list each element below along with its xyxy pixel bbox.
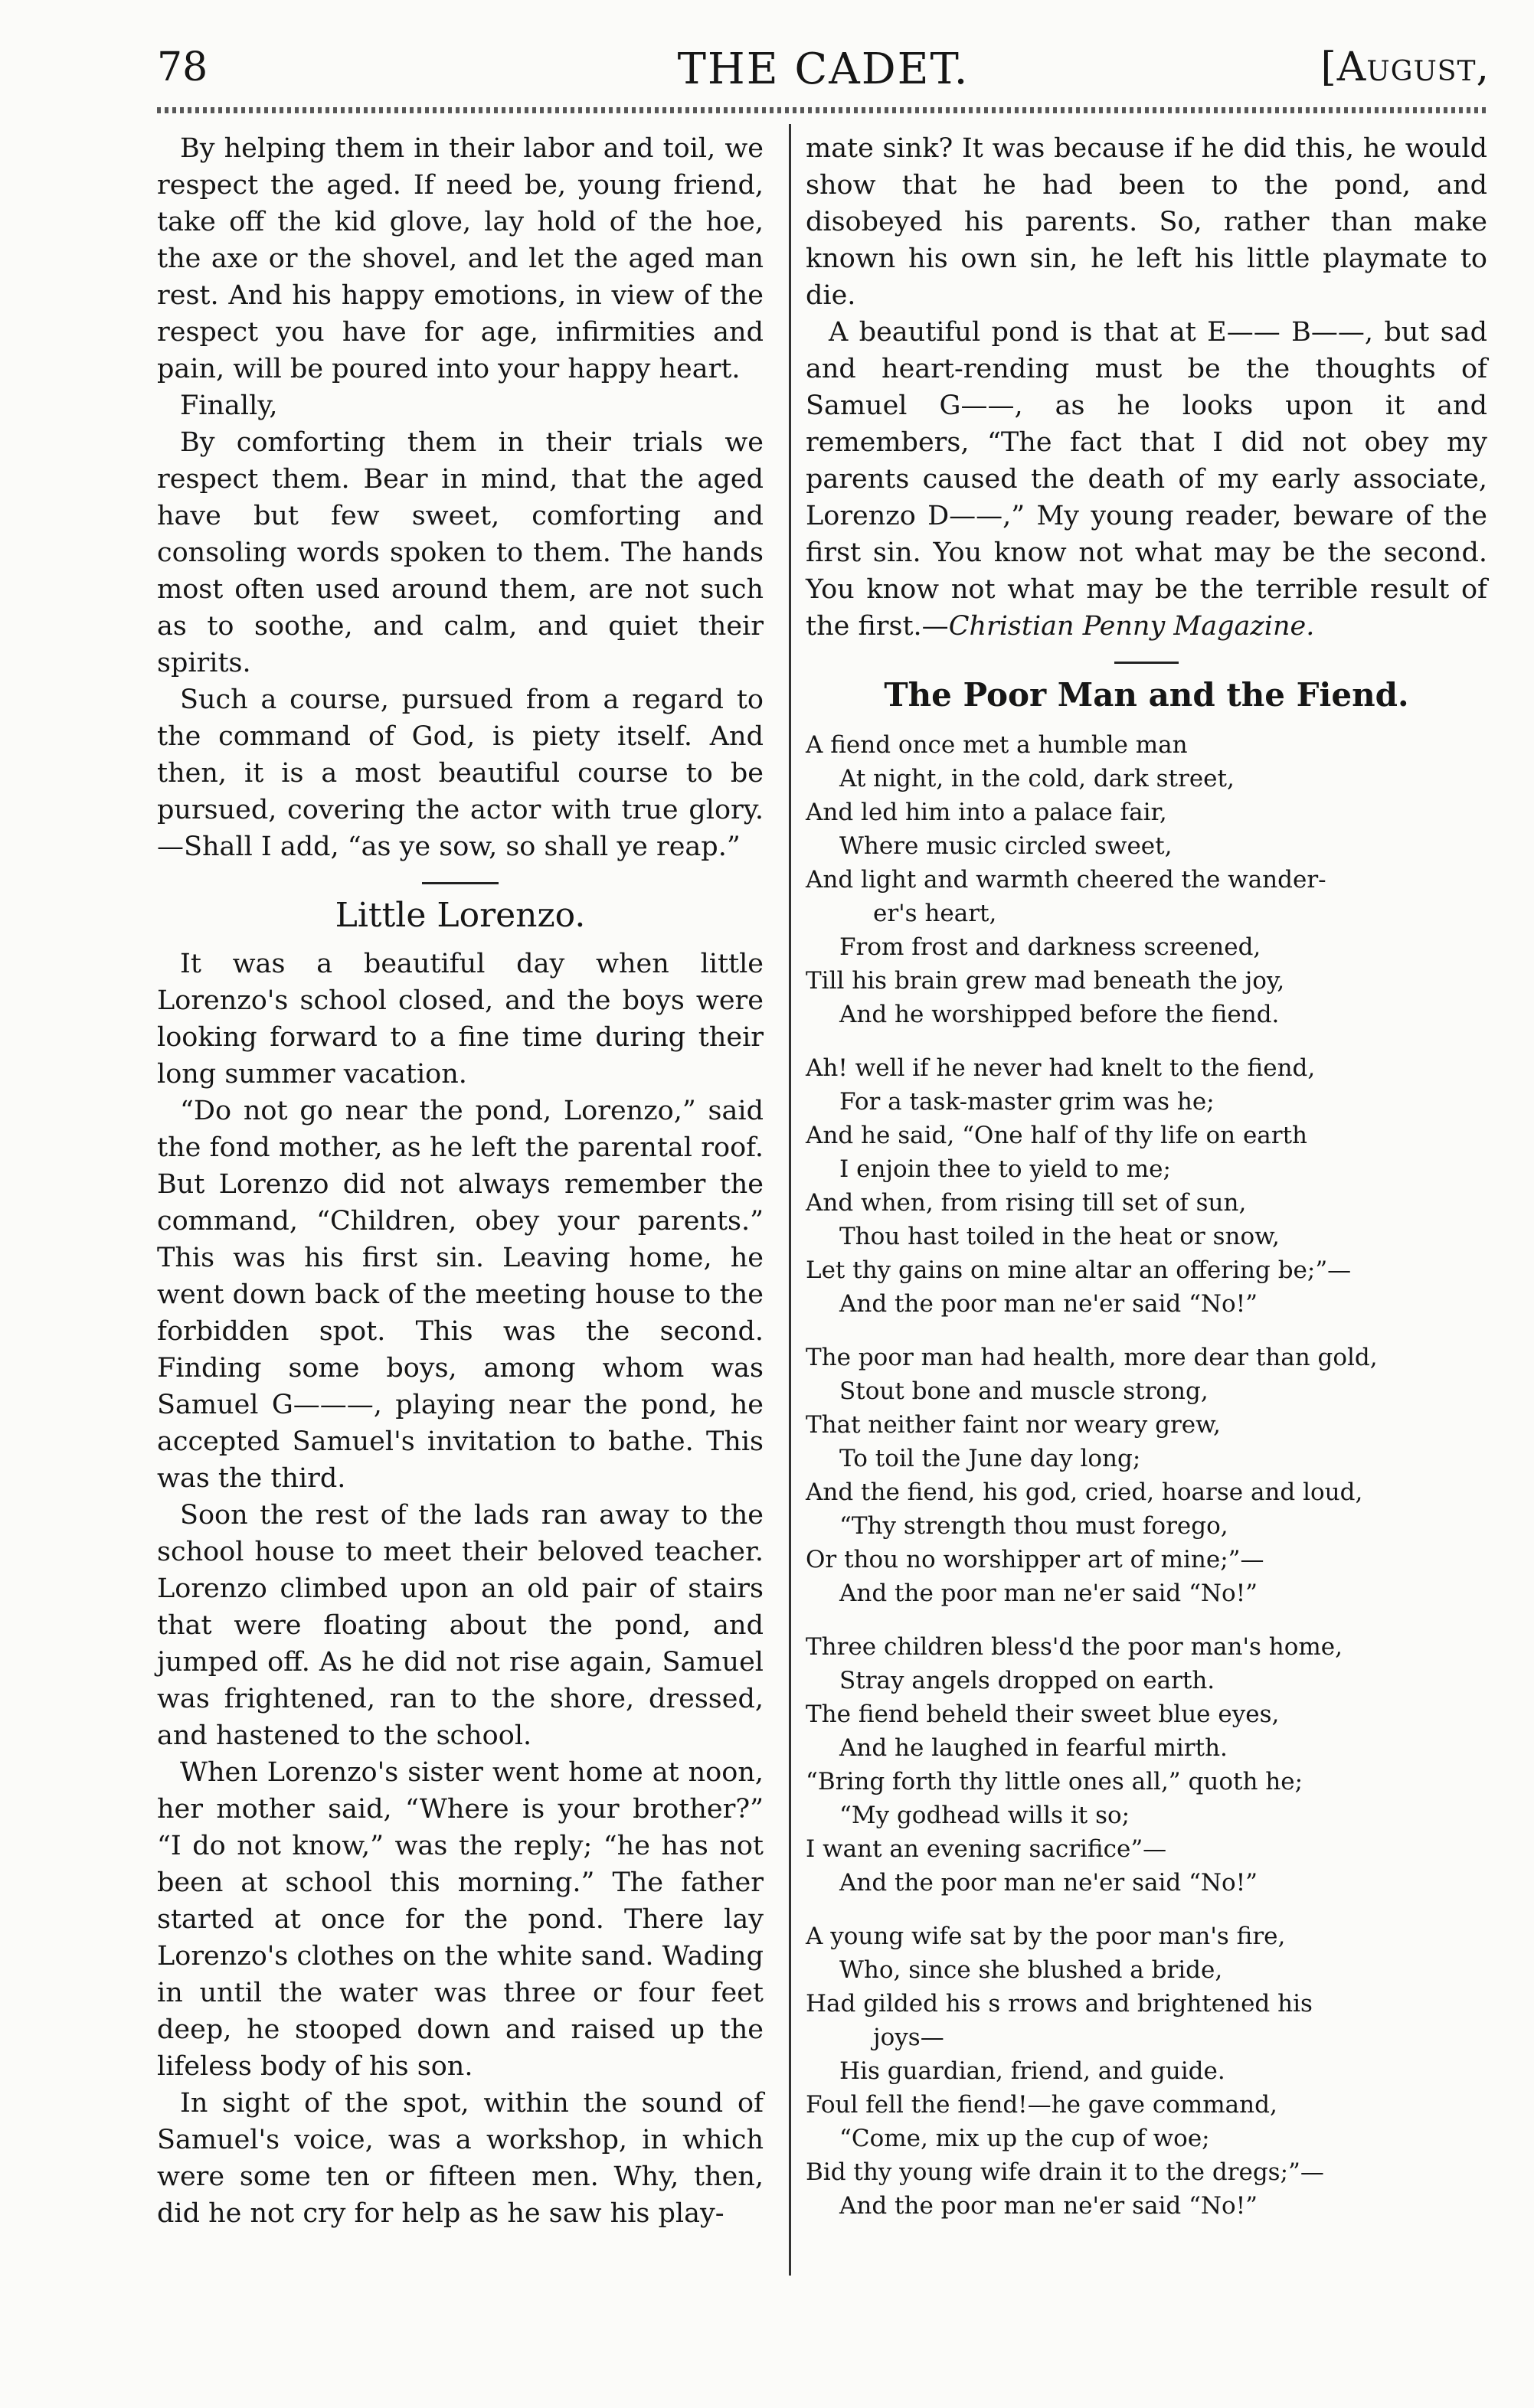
journal-title: THE CADET. (677, 44, 970, 94)
poem-line: That neither faint nor weary grew, (806, 1411, 1221, 1439)
poem-line: er's heart, (873, 900, 997, 927)
poem-line: I enjoin thee to yield to me; (839, 1155, 1171, 1183)
poem-line: Stout bone and muscle strong, (839, 1377, 1209, 1405)
section-separator (422, 882, 499, 884)
column-divider (789, 124, 791, 2276)
paragraph: By comforting them in their trials we respect them. Bear in mind, that the aged have but few sweet, comforting and consoling words spoken to them. The hands most often used around them, are not such as to soothe, and calm, and quiet their spirits. (157, 427, 764, 678)
poem-line: From frost and darkness screened, (839, 933, 1261, 961)
poem-line: And light and warmth cheered the wander- (806, 866, 1326, 894)
poem-line: “My godhead wills it so; (839, 1802, 1130, 1829)
poem-line: Thou hast toiled in the heat or snow, (839, 1223, 1280, 1250)
poem-line: And the fiend, his god, cried, hoarse and loud, (806, 1478, 1363, 1506)
stanza (806, 1630, 1487, 1900)
story-title: Little Lorenzo. (335, 896, 586, 935)
left-column (157, 130, 764, 2232)
poem-line: Had gilded his s rrows and brightened his (806, 1990, 1313, 2018)
paragraph: By helping them in their labor and toil, we respect the aged. If need be, young friend, take off the kid glove, lay hold of the hoe, the axe or the shovel, and let the aged man rest. And his happy emotions, in view of the respect you have for age, infirmities and pain, will be poured into your happy heart. (157, 133, 764, 384)
paragraph: “Do not go near the pond, Lorenzo,” said the fond mother, as he left the parental roof. But Lorenzo did not always remember the command, “Children, obey your parents.” This was his first sin. Leaving home, he went down back of the meeting house to the forbidden spot. This was the second. Finding some boys, among whom was Samuel G———, playing near the pond, he accepted Samuel's invitation to bathe. This was the third. (157, 1096, 764, 1494)
paragraph: It was a beautiful day when little Lorenzo's school closed, and the boys were looking forward to a fine time during their long summer vacation. (157, 949, 764, 1090)
stanza (806, 728, 1487, 1031)
poem-line: For a task-master grim was he; (839, 1088, 1215, 1116)
poem-line: Three children bless'd the poor man's home, (806, 1633, 1343, 1661)
stanza (806, 1051, 1487, 1321)
poem-title: The Poor Man and the Fiend. (884, 676, 1409, 714)
story-source: Christian Penny Magazine. (948, 611, 1315, 642)
poem-line: “Bring forth thy little ones all,” quoth he; (806, 1768, 1303, 1795)
poem-line: The fiend beheld their sweet blue eyes, (806, 1701, 1280, 1728)
poem-line: Stray angels dropped on earth. (839, 1667, 1215, 1694)
paragraph-text: A beautiful pond is that at E—— B——, but sad and heart-rending must be the thoughts of Samuel G——, as he looks upon it and remembers, “The fact that I did not obey my parents caused the death of my early associate, Lorenzo D——,” My young reader, beware of the first sin. You know not what may be the second. You know not what may be the terrible result of the first.— (806, 317, 1487, 642)
poem-line: And the poor man ne'er said “No!” (839, 1869, 1258, 1897)
poem-line: Foul fell the fiend!—he gave command, (806, 2091, 1277, 2119)
paragraph: mate sink? It was because if he did this, he would show that he had been to the pond, and disobeyed his parents. So, rather than make known his own sin, he left his little playmate to die. (806, 133, 1487, 311)
section-separator (1114, 662, 1179, 664)
header-month: [August, (1320, 44, 1490, 90)
poem-line: joys— (873, 2024, 944, 2051)
poem-line: Where music circled sweet, (839, 832, 1173, 860)
poem-line: Or thou no worshipper art of mine;”— (806, 1546, 1264, 1573)
poem-line: And he worshipped before the fiend. (839, 1001, 1280, 1028)
poem-line: Bid thy young wife drain it to the dregs;”— (806, 2158, 1324, 2186)
header-rule (157, 107, 1490, 113)
poem (806, 728, 1487, 2223)
stanza (806, 1920, 1487, 2223)
poem-line: And the poor man ne'er said “No!” (839, 1290, 1258, 1318)
poem-line: And he said, “One half of thy life on earth (806, 1122, 1308, 1149)
poem-line: His guardian, friend, and guide. (839, 2057, 1225, 2085)
paragraph (806, 314, 1487, 645)
poem-line: And the poor man ne'er said “No!” (839, 2192, 1258, 2220)
poem-line: “Come, mix up the cup of woe; (839, 2125, 1210, 2152)
poem-line: Let thy gains on mine altar an offering be;”— (806, 1256, 1352, 1284)
poem-line: Ah! well if he never had knelt to the fiend, (806, 1054, 1316, 1082)
poem-line: And led him into a palace fair, (806, 799, 1167, 826)
poem-line: At night, in the cold, dark street, (839, 765, 1235, 792)
poem-line: And when, from rising till set of sun, (806, 1189, 1247, 1217)
stanza (806, 1341, 1487, 1610)
poem-line: Who, since she blushed a bride, (839, 1956, 1223, 1984)
page-header (157, 44, 1490, 106)
paragraph: Soon the rest of the lads ran away to the school house to meet their beloved teacher. Lorenzo climbed upon an old pair of stairs that were floating about the pond, and jumped off. As he did not rise again, Samuel was frightened, ran to the shore, dressed, and hastened to the school. (157, 1500, 764, 1751)
paragraph: Finally, (180, 390, 278, 421)
paragraph: When Lorenzo's sister went home at noon, her mother said, “Where is your brother?” “I do not know,” was the reply; “he has not been at school this morning.” The father started at once for the pond. There lay Lorenzo's clothes on the white sand. Wading in until the water was three or four feet deep, he stooped down and raised up the lifeless body of his son. (157, 1757, 764, 2082)
poem-line: A young wife sat by the poor man's fire, (806, 1923, 1286, 1950)
poem-line: I want an evening sacrifice”— (806, 1835, 1167, 1863)
paragraph: In sight of the spot, within the sound of Samuel's voice, was a workshop, in which were some ten or fifteen men. Why, then, did he not cry for help as he saw his play- (157, 2088, 764, 2229)
right-column (806, 130, 1487, 2243)
poem-line: Till his brain grew mad beneath the joy, (806, 967, 1285, 995)
page-number: 78 (157, 44, 208, 90)
poem-line: “Thy strength thou must forego, (839, 1512, 1228, 1540)
poem-line: And he laughed in fearful mirth. (839, 1734, 1228, 1762)
poem-line: And the poor man ne'er said “No!” (839, 1580, 1258, 1607)
poem-line: The poor man had health, more dear than gold, (806, 1344, 1378, 1371)
poem-line: To toil the June day long; (839, 1445, 1141, 1472)
poem-line: A fiend once met a humble man (806, 731, 1188, 759)
paragraph: Such a course, pursued from a regard to the command of God, is piety itself. And then, it is a most beautiful course to be pursued, covering the actor with true glory.—Shall I add, “as ye sow, so shall ye reap.” (157, 684, 764, 862)
